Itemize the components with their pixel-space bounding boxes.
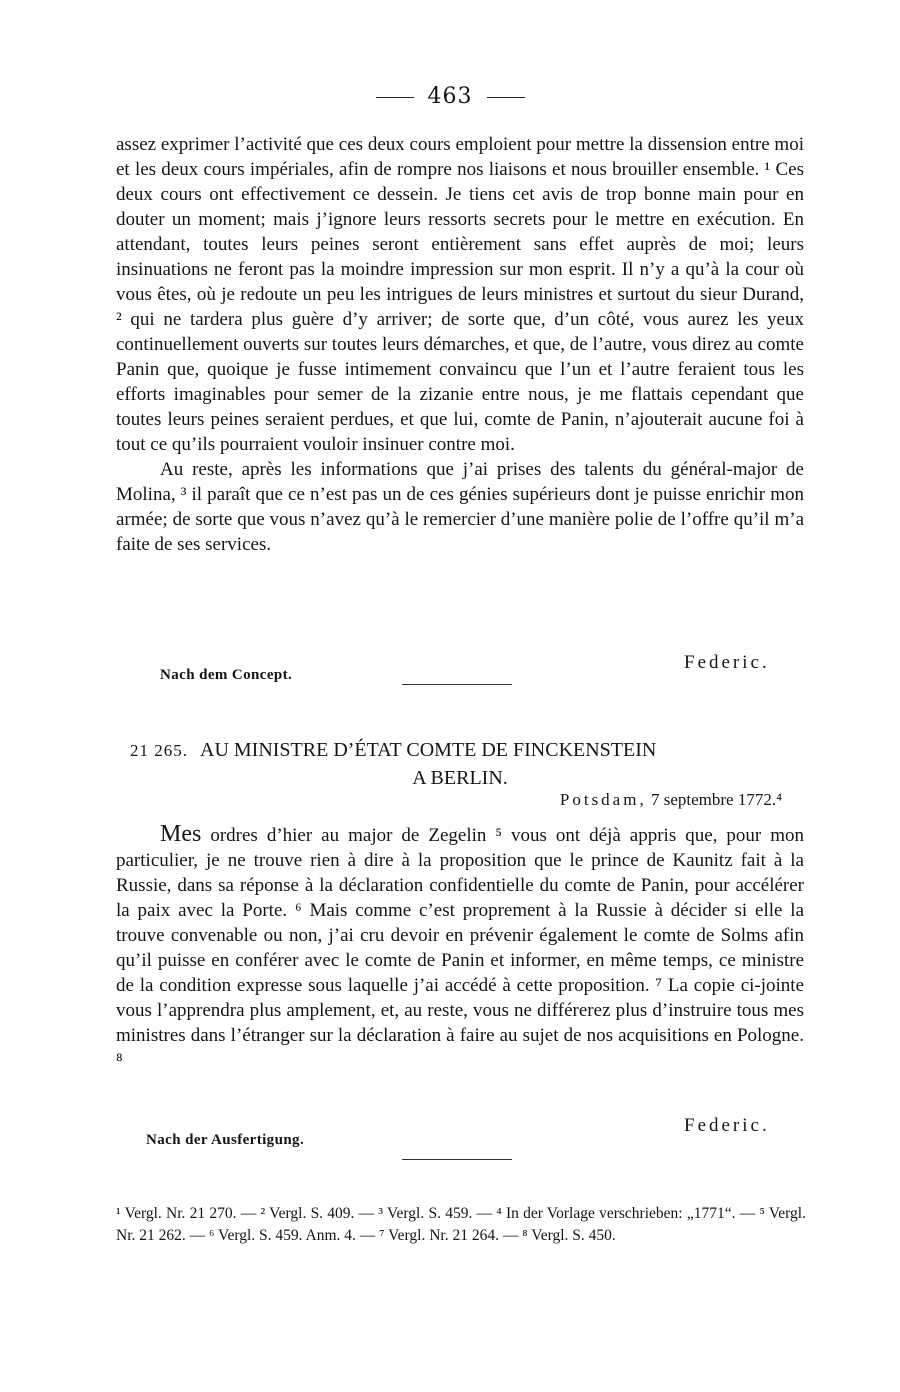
right-dash — [487, 97, 525, 98]
letter2-paragraph1-text: ordres d’hier au major de Zegelin ⁵ vous ont déjà appris que, pour mon particulier, je ne trouve rien à dire à la proposition que le prince de Kaunitz fait à la Russie, dans sa réponse à la déclaration confidentielle du comte de Panin, pour accélérer la paix avec la Porte. ⁶ Mais comme c’est proprement à la Russie à décider si elle la trouve convenable ou non, j’ai cru devoir en prévenir également le comte de Solms afin qu’il puisse en conférer avec le comte de Panin et informer, en même temps, ce ministre de la condition expresse sous laquelle j’ai accédé à cette proposition. ⁷ La copie ci-jointe vous l’apprendra plus amplement, et, au reste, vous ne différerez plus d’instruire tous mes ministres dans l’étranger sur la déclaration à faire au sujet de nos acquisitions en Pologne. ⁸ — [116, 825, 804, 1071]
divider-rule — [402, 684, 512, 685]
place-date — [560, 790, 782, 810]
letter2-signature: Federic. — [684, 1115, 770, 1136]
date: 7 septembre 1772.⁴ — [650, 790, 782, 809]
letter2-body — [116, 822, 804, 1073]
page-number-text: 463 — [427, 84, 473, 109]
letter1-signature: Federic. — [684, 652, 770, 673]
letter1-source-note: Nach dem Concept. — [160, 667, 293, 683]
place: Potsdam, — [559, 790, 647, 809]
heading-line2: A BERLIN. — [412, 767, 508, 789]
letter2-paragraph1 — [116, 822, 804, 1073]
heading-line1: AU MINISTRE D’ÉTAT COMTE DE FINCKENSTEIN — [200, 739, 657, 761]
letter1-paragraph2: Au reste, après les informations que j’ai prises des talents du général-major de Molina, ³ il paraît que ce n’est pas un de ces génies supérieurs dont je puisse enrichir mon armée; de sorte que vous n’avez qu’à le remercier d’une manière polie de l’offre qu’il m’a faite de ses services. — [116, 459, 804, 555]
footnotes — [116, 1203, 806, 1247]
letter2-heading — [116, 737, 804, 791]
footnotes-text: ¹ Vergl. Nr. 21 270. — ² Vergl. S. 409. — ³ Vergl. S. 459. — ⁴ In der Vorlage verschrieben: „1771“. — ⁵ Vergl. Nr. 21 262. — ⁶ Vergl. S. 459. Anm. 4. — ⁷ Vergl. Nr. 21 264. — ⁸ Vergl. S. 450. — [116, 1205, 806, 1244]
left-dash — [376, 97, 414, 98]
letter2-source-note: Nach der Ausfertigung. — [146, 1132, 305, 1148]
page-number — [0, 84, 900, 109]
opening-word: Mes — [160, 821, 202, 847]
letter-number: 21 265. — [130, 741, 188, 760]
letter-continuation — [116, 132, 804, 557]
letter1-paragraph1: assez exprimer l’activité que ces deux cours emploient pour mettre la dissension entre moi et les deux cours impériales, afin de rompre nos liaisons et nous brouiller ensemble. ¹ Ces deux cours ont effectivement ce dessein. Je tiens cet avis de trop bonne main pour en douter un moment; mais j’ignore leurs ressorts secrets pour le mettre en exécution. En attendant, toutes leurs peines seront entièrement sans effet auprès de moi; leurs insinuations ne feront pas la moindre impression sur mon esprit. Il n’y a qu’à la cour où vous êtes, où je redoute un peu les intrigues de leurs ministres et surtout du sieur Durand, ² qui ne tardera plus guère d’y arriver; de sorte que, d’un côté, vous aurez les yeux continuellement ouverts sur toutes leurs démarches, et que, de l’autre, vous direz au comte Panin que, quoique je fusse intimement convaincu que l’un et l’autre feraient tous les efforts imaginables pour semer de la zizanie entre nous, je me flattais cependant que toutes leurs peines seraient perdues, et que lui, comte de Panin, n’ajouterait aucune foi à tout ce qu’ils pourraient vouloir insinuer contre moi. — [116, 134, 804, 455]
divider-rule-2 — [402, 1159, 512, 1160]
